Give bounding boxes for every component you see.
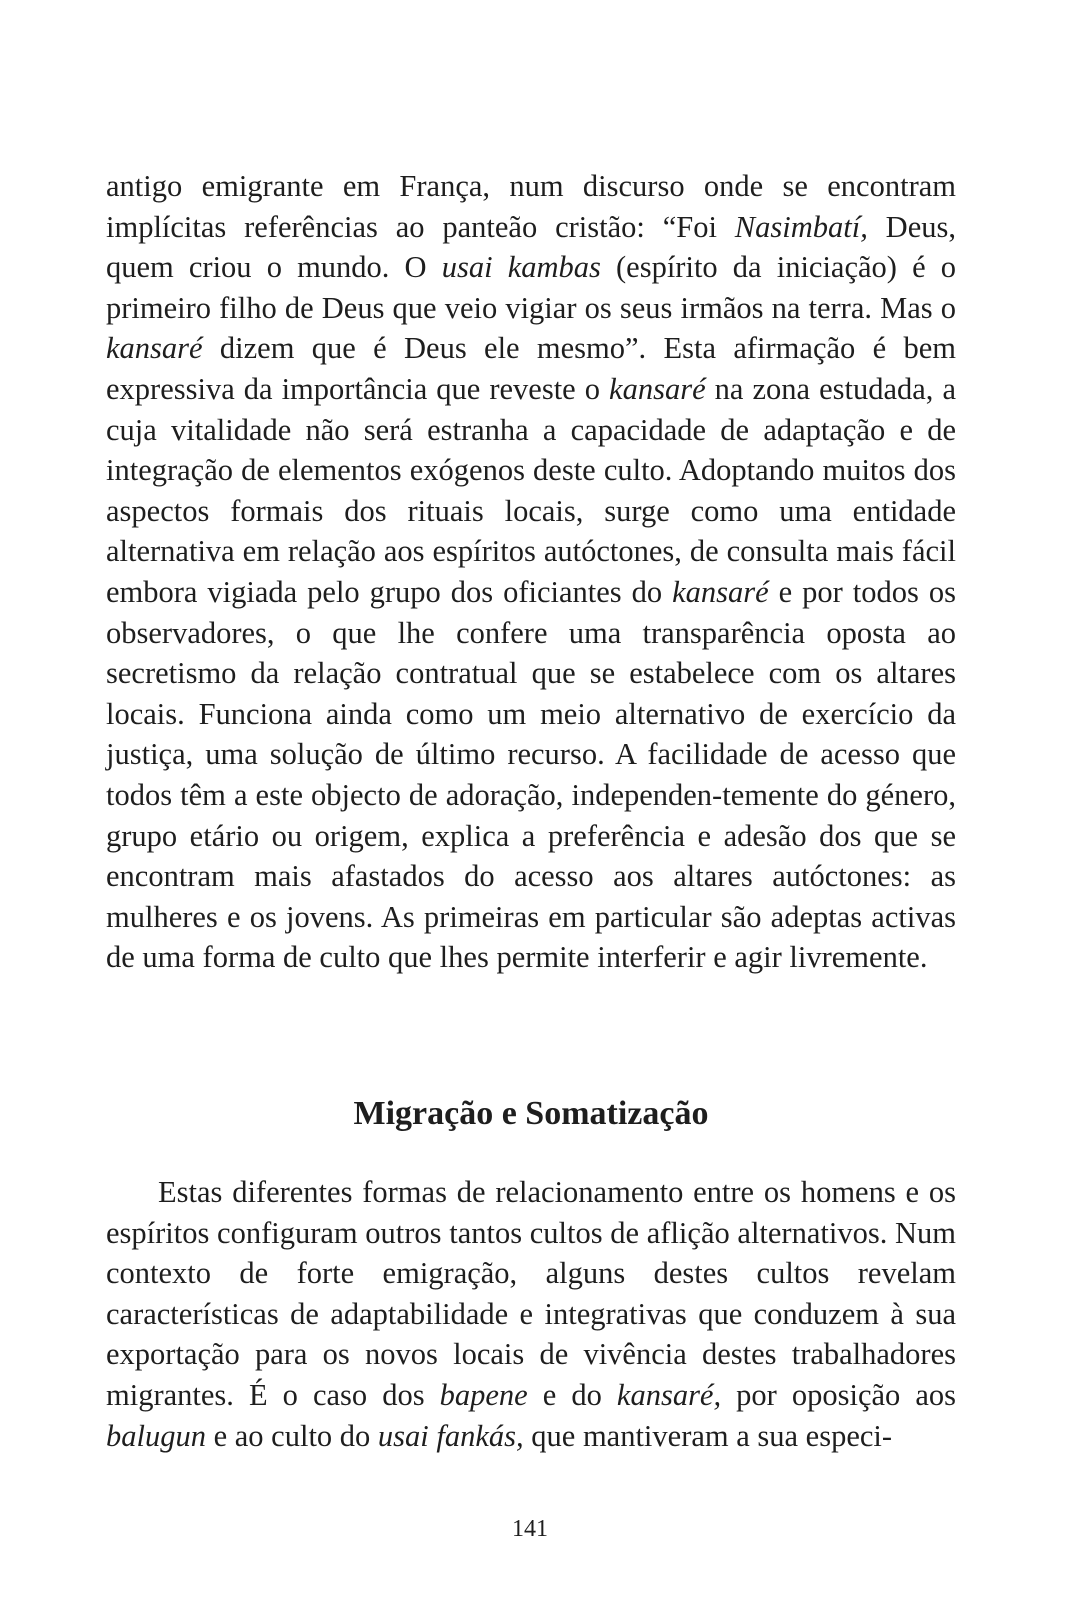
section-heading: Migração e Somatização (353, 1095, 709, 1132)
text-run: antigo emigrante em França, num discurso onde se encontram implícitas referências ao panteão cristão: “Foi (106, 169, 956, 244)
italic-term: kansaré (106, 331, 203, 366)
page-content (106, 166, 957, 1453)
italic-term: usai kambas (441, 250, 601, 285)
text-run: que mantiveram a sua especi- (523, 1418, 893, 1453)
italic-term: balugun (106, 1418, 206, 1453)
paragraph-2-container (106, 1172, 956, 1456)
text-run: e do (527, 1377, 617, 1412)
text-run: dizem que é Deus ele mesmo”. Esta afirmação é bem expressiva da importância que reveste o (106, 331, 956, 406)
text-run: na zona estudada, a cuja vitalidade não será estranha a capacidade de adaptação e de integração de elementos exógenos deste culto. Adoptando muitos dos aspectos formais dos rituais locais, surge como uma entidade alternativa em relação aos espíritos autóctones, de consulta mais fácil embora vigiada pelo grupo dos oficiantes do (106, 371, 956, 609)
italic-term: usai fankás, (377, 1418, 524, 1453)
page-number: 141 (512, 1516, 548, 1542)
text-run: e por todos os observadores, o que lhe confere uma transparência oposta ao secretismo da relação contratual que se estabelece com os altares locais. Funciona ainda como um meio alternativo de exercício da justiça, uma solução de último recurso. A facilidade de acesso que todos têm a este objecto de adoração, independen-temente do género, grupo etário ou origem, explica a preferência e adesão dos que se encontram mais afastados do acesso aos altares autóctones: as mulheres e os jovens. As primeiras em particular são adeptas activas de uma forma de culto que lhes permite interferir e agir livremente. (106, 574, 956, 975)
text-run: por oposição aos (721, 1377, 957, 1412)
paragraph-2 (106, 1172, 956, 1456)
paragraph-1 (106, 166, 956, 978)
text-run: e ao culto do (205, 1418, 378, 1453)
italic-term: kansaré (609, 371, 706, 406)
text-run: Deus, quem criou o mundo. O (106, 209, 956, 285)
italic-term: bapene (439, 1377, 528, 1412)
italic-term: kansaré, (616, 1377, 722, 1412)
italic-term: Nasimbatí, (734, 209, 868, 244)
text-run: Estas diferentes formas de relacionamento entre os homens e os espíritos configuram outros tantos cultos de aflição alternativos. Num contexto de forte emigração, alguns destes cultos revelam características de adaptabilidade e integrativas que conduzem à sua exportação para os novos locais de vivência destes trabalhadores migrantes. É o caso dos (106, 1175, 956, 1412)
text-run: (espírito da iniciação) é o primeiro filho de Deus que veio vigiar os seus irmãos na terra. Mas o (106, 250, 956, 325)
italic-term: kansaré (672, 574, 769, 609)
